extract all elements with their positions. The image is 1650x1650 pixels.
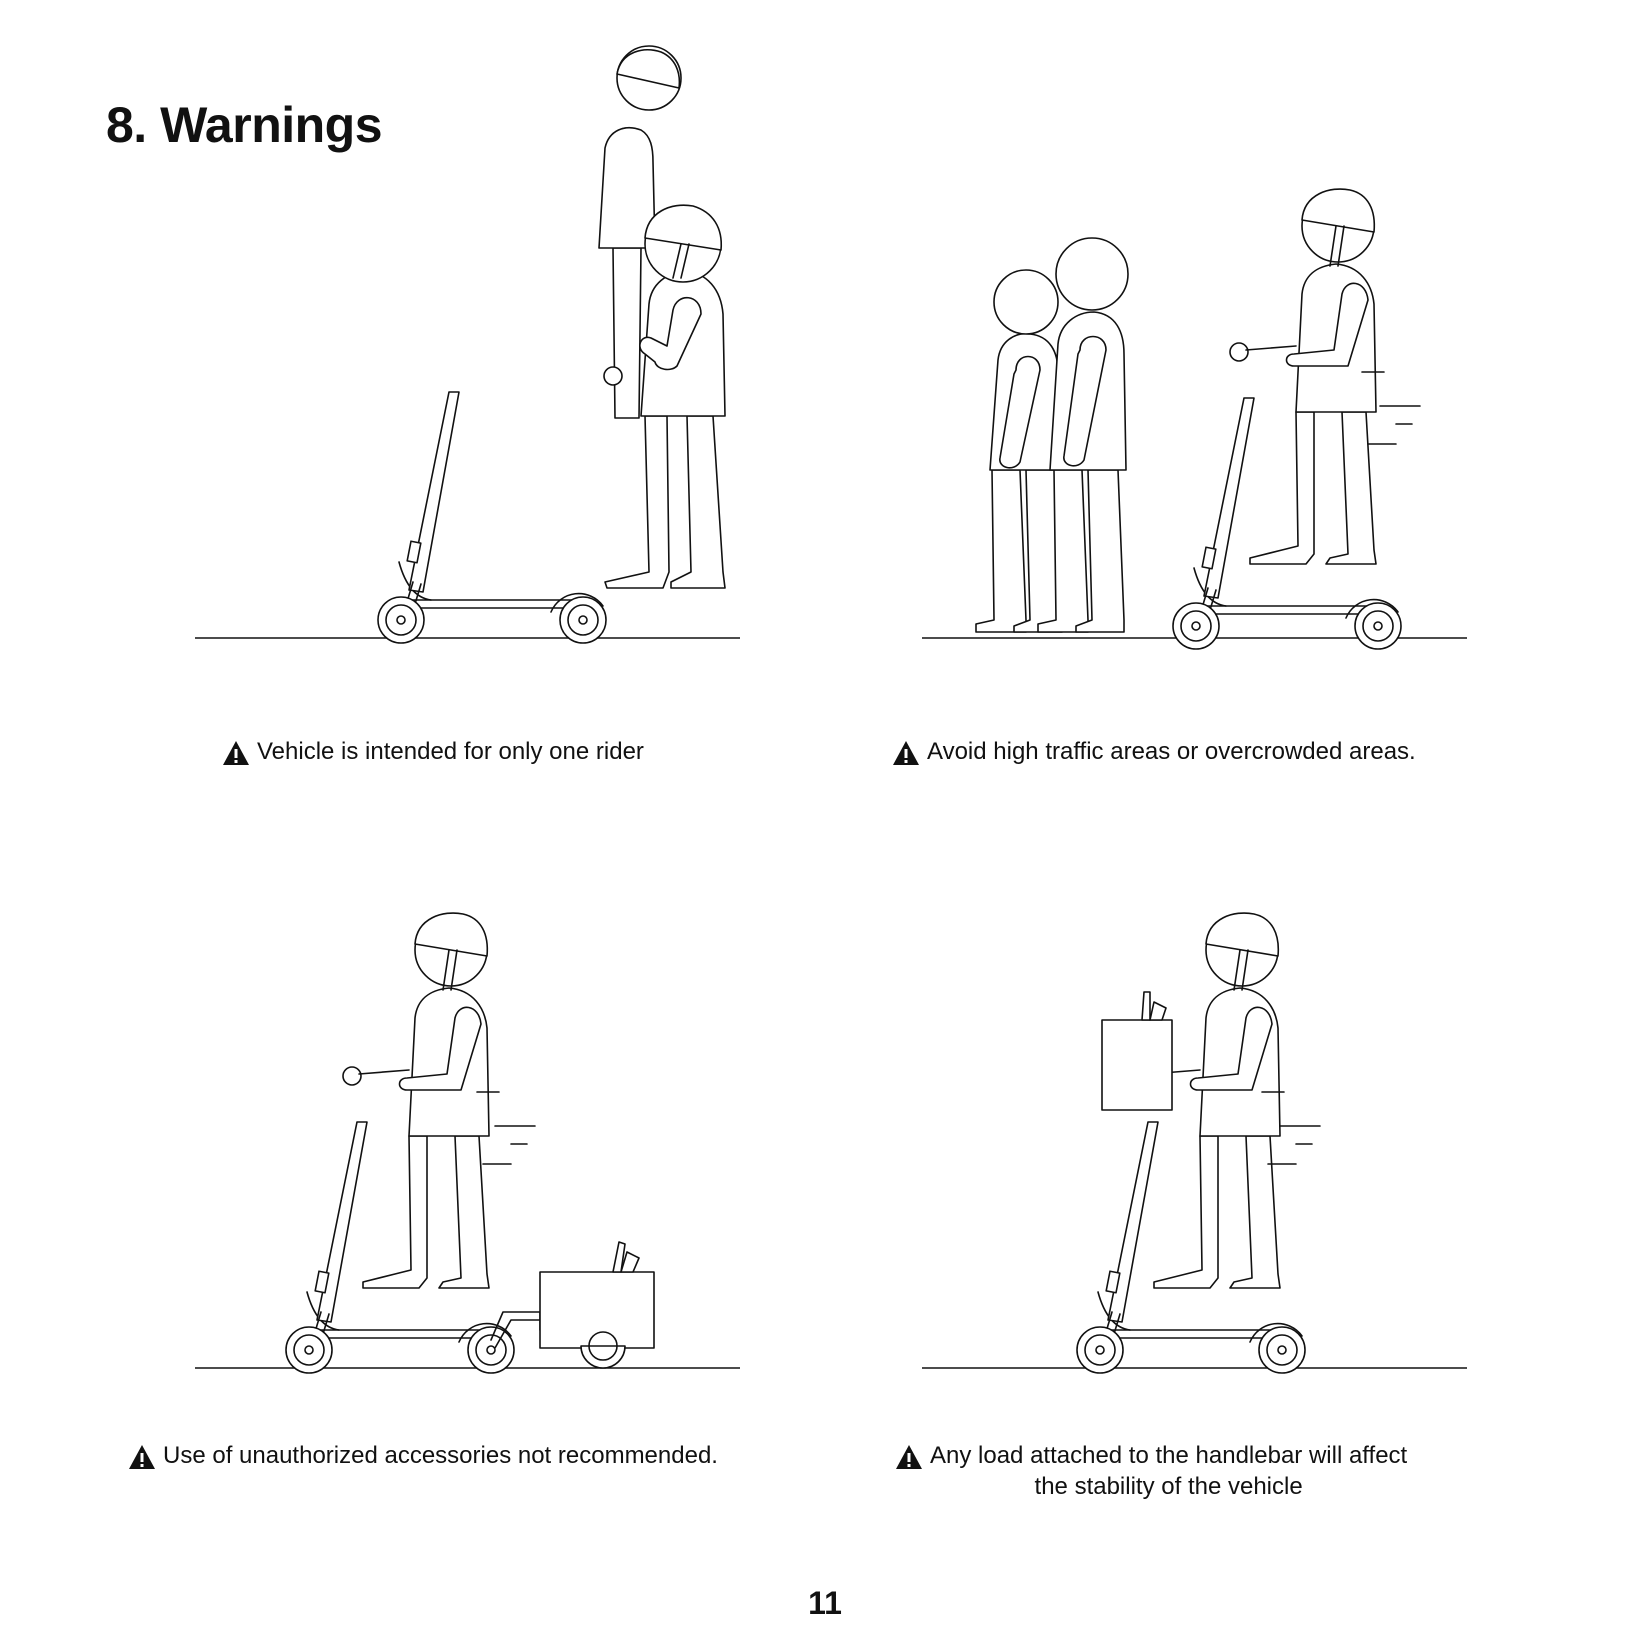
- illustration-unauthorized-accessory: [195, 930, 740, 1380]
- warning-caption-one-rider: [222, 736, 644, 767]
- warning-text-line: the stability of the vehicle: [1034, 1473, 1303, 1500]
- warning-caption-traffic: [892, 736, 1416, 767]
- warning-text: Vehicle is intended for only one rider: [257, 738, 644, 765]
- illustration-crowded-area: [922, 200, 1467, 650]
- warning-text-line: Any load attached to the handlebar will affect: [930, 1442, 1408, 1469]
- warning-text: Use of unauthorized accessories not recommended.: [163, 1442, 718, 1469]
- warning-caption-accessories: [128, 1440, 718, 1471]
- illustration-two-riders: [195, 200, 740, 650]
- warning-text: Avoid high traffic areas or overcrowded areas.: [927, 738, 1416, 765]
- warning-triangle-icon: [892, 740, 920, 766]
- warning-text: [930, 1440, 1407, 1502]
- page-title: 8. Warnings: [106, 97, 383, 153]
- warning-caption-handlebar-load: [895, 1440, 1407, 1502]
- warning-triangle-icon: [222, 740, 250, 766]
- warning-triangle-icon: [895, 1444, 923, 1470]
- page-number: 11: [808, 1585, 842, 1621]
- warning-triangle-icon: [128, 1444, 156, 1470]
- illustration-handlebar-load: [922, 930, 1467, 1380]
